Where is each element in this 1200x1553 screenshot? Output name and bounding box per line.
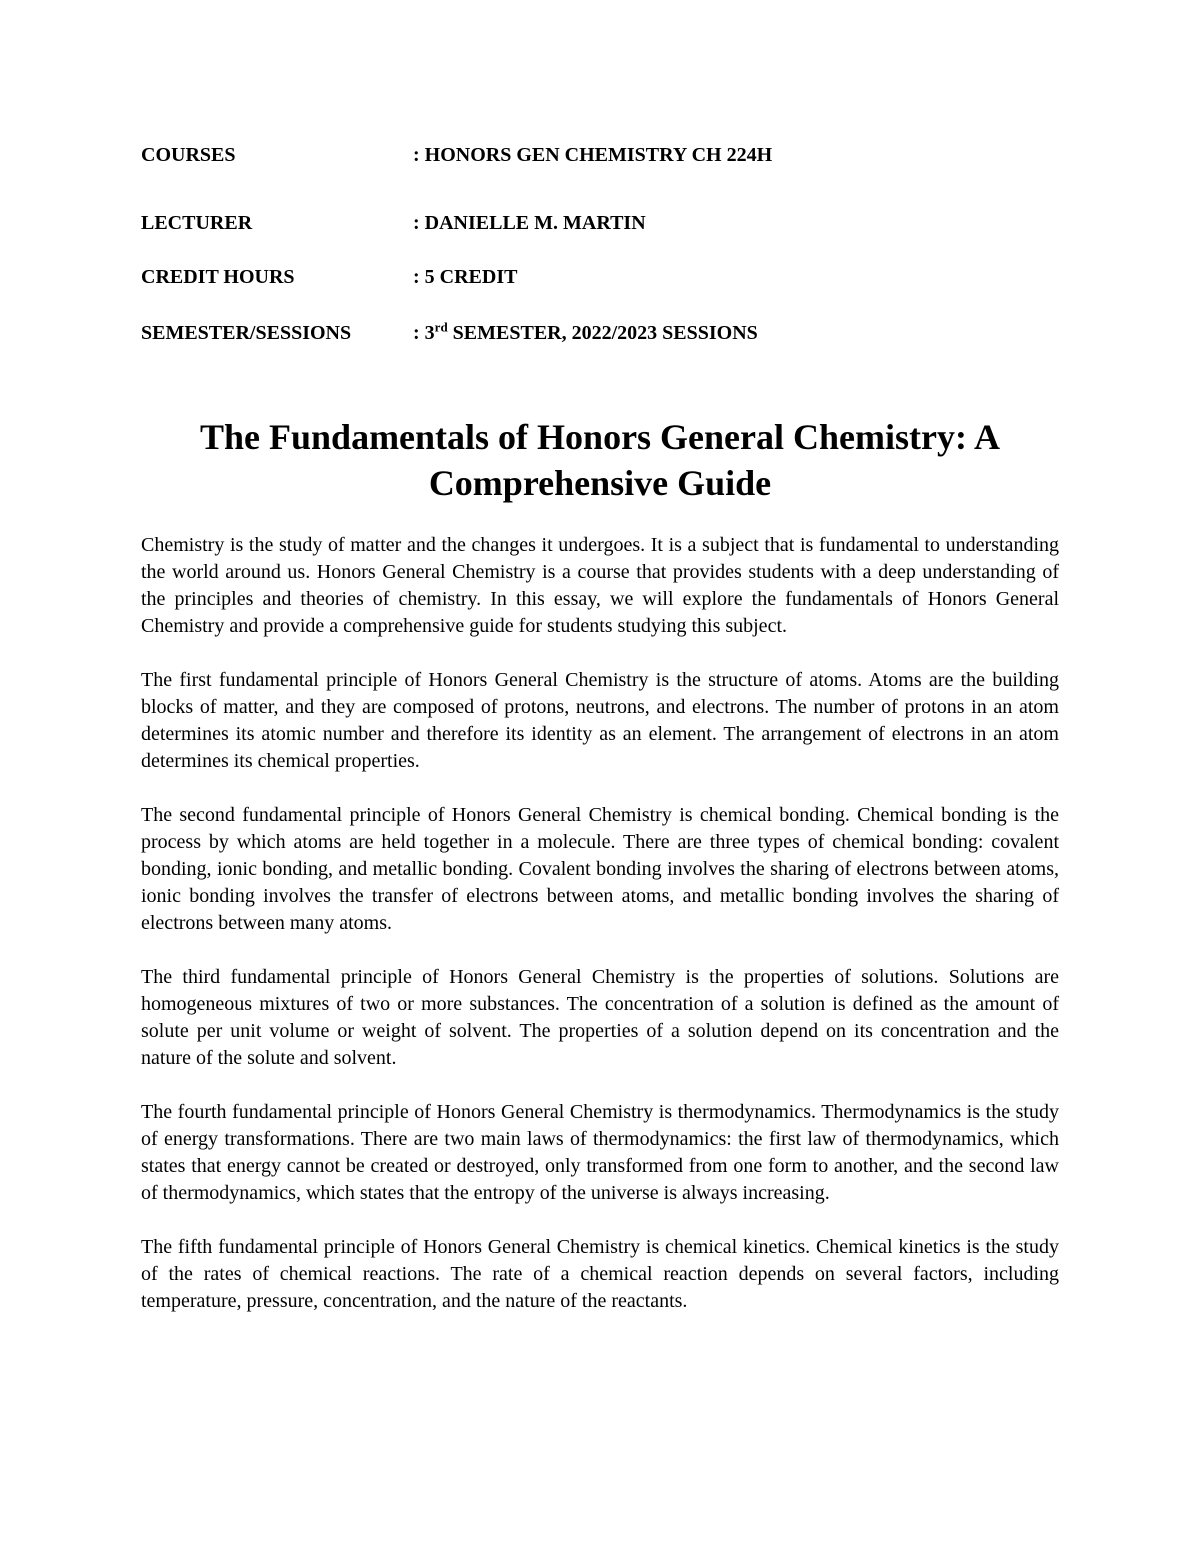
credit-hours-row [141,262,1059,292]
lecturer-row [141,208,1059,238]
semester-label: SEMESTER/SESSIONS [141,322,352,344]
paragraph-atoms: The first fundamental principle of Honors General Chemistry is the structure of atoms. Atoms are the building blocks of matter, and they are composed of protons, neutrons, and electrons. The number of protons in an atom determines its atomic number and therefore its identity as an element. The arrangement of electrons in an atom determines its chemical properties. [141,669,1059,772]
courses-label: COURSES [141,144,236,166]
courses-row [141,140,1059,170]
lecturer-label: LECTURER [141,212,253,234]
document-page [141,140,1059,1342]
semester-row [141,318,1059,348]
credit-hours-label: CREDIT HOURS [141,266,295,288]
semester-suffix: SEMESTER, 2022/2023 SESSIONS [447,322,758,344]
paragraph-bonding: The second fundamental principle of Honors General Chemistry is chemical bonding. Chemical bonding is the process by which atoms are held together in a molecule. There are three types of chemical bonding: covalent bonding, ionic bonding, and metallic bonding. Covalent bonding involves the sharing of electrons between atoms, ionic bonding involves the transfer of electrons between atoms, and metallic bonding involves the sharing of electrons between many atoms. [141,804,1059,934]
semester-ordinal: rd [434,319,448,335]
semester-prefix: : 3 [413,322,435,344]
course-info [141,140,1059,348]
paragraph-intro: Chemistry is the study of matter and the changes it undergoes. It is a subject that is fundamental to understanding the world around us. Honors General Chemistry is a course that provides students with a deep understanding of the principles and theories of chemistry. In this essay, we will explore the fundamentals of Honors General Chemistry and provide a comprehensive guide for students studying this subject. [141,534,1059,637]
paragraph-solutions: The third fundamental principle of Honors General Chemistry is the properties of solutions. Solutions are homogeneous mixtures of two or more substances. The concentration of a solution is defined as the amount of solute per unit volume or weight of solvent. The properties of a solution depend on its concentration and the nature of the solute and solvent. [141,966,1059,1069]
paragraph-thermodynamics: The fourth fundamental principle of Honors General Chemistry is thermodynamics. Thermodynamics is the study of energy transformations. There are two main laws of thermodynamics: the first law of thermodynamics, which states that energy cannot be created or destroyed, only transformed from one form to another, and the second law of thermodynamics, which states that the entropy of the universe is always increasing. [141,1101,1059,1204]
document-title: The Fundamentals of Honors General Chemistry: A Comprehensive Guide [200,417,1000,503]
lecturer-value: : DANIELLE M. MARTIN [413,212,646,234]
credit-hours-value: : 5 CREDIT [413,266,518,288]
courses-value: : HONORS GEN CHEMISTRY CH 224H [413,144,773,166]
paragraph-kinetics: The fifth fundamental principle of Honors General Chemistry is chemical kinetics. Chemical kinetics is the study of the rates of chemical reactions. The rate of a chemical reaction depends on several factors, including temperature, pressure, concentration, and the nature of the reactants. [141,1236,1059,1312]
semester-value [413,318,1059,348]
document-body [141,532,1059,1315]
